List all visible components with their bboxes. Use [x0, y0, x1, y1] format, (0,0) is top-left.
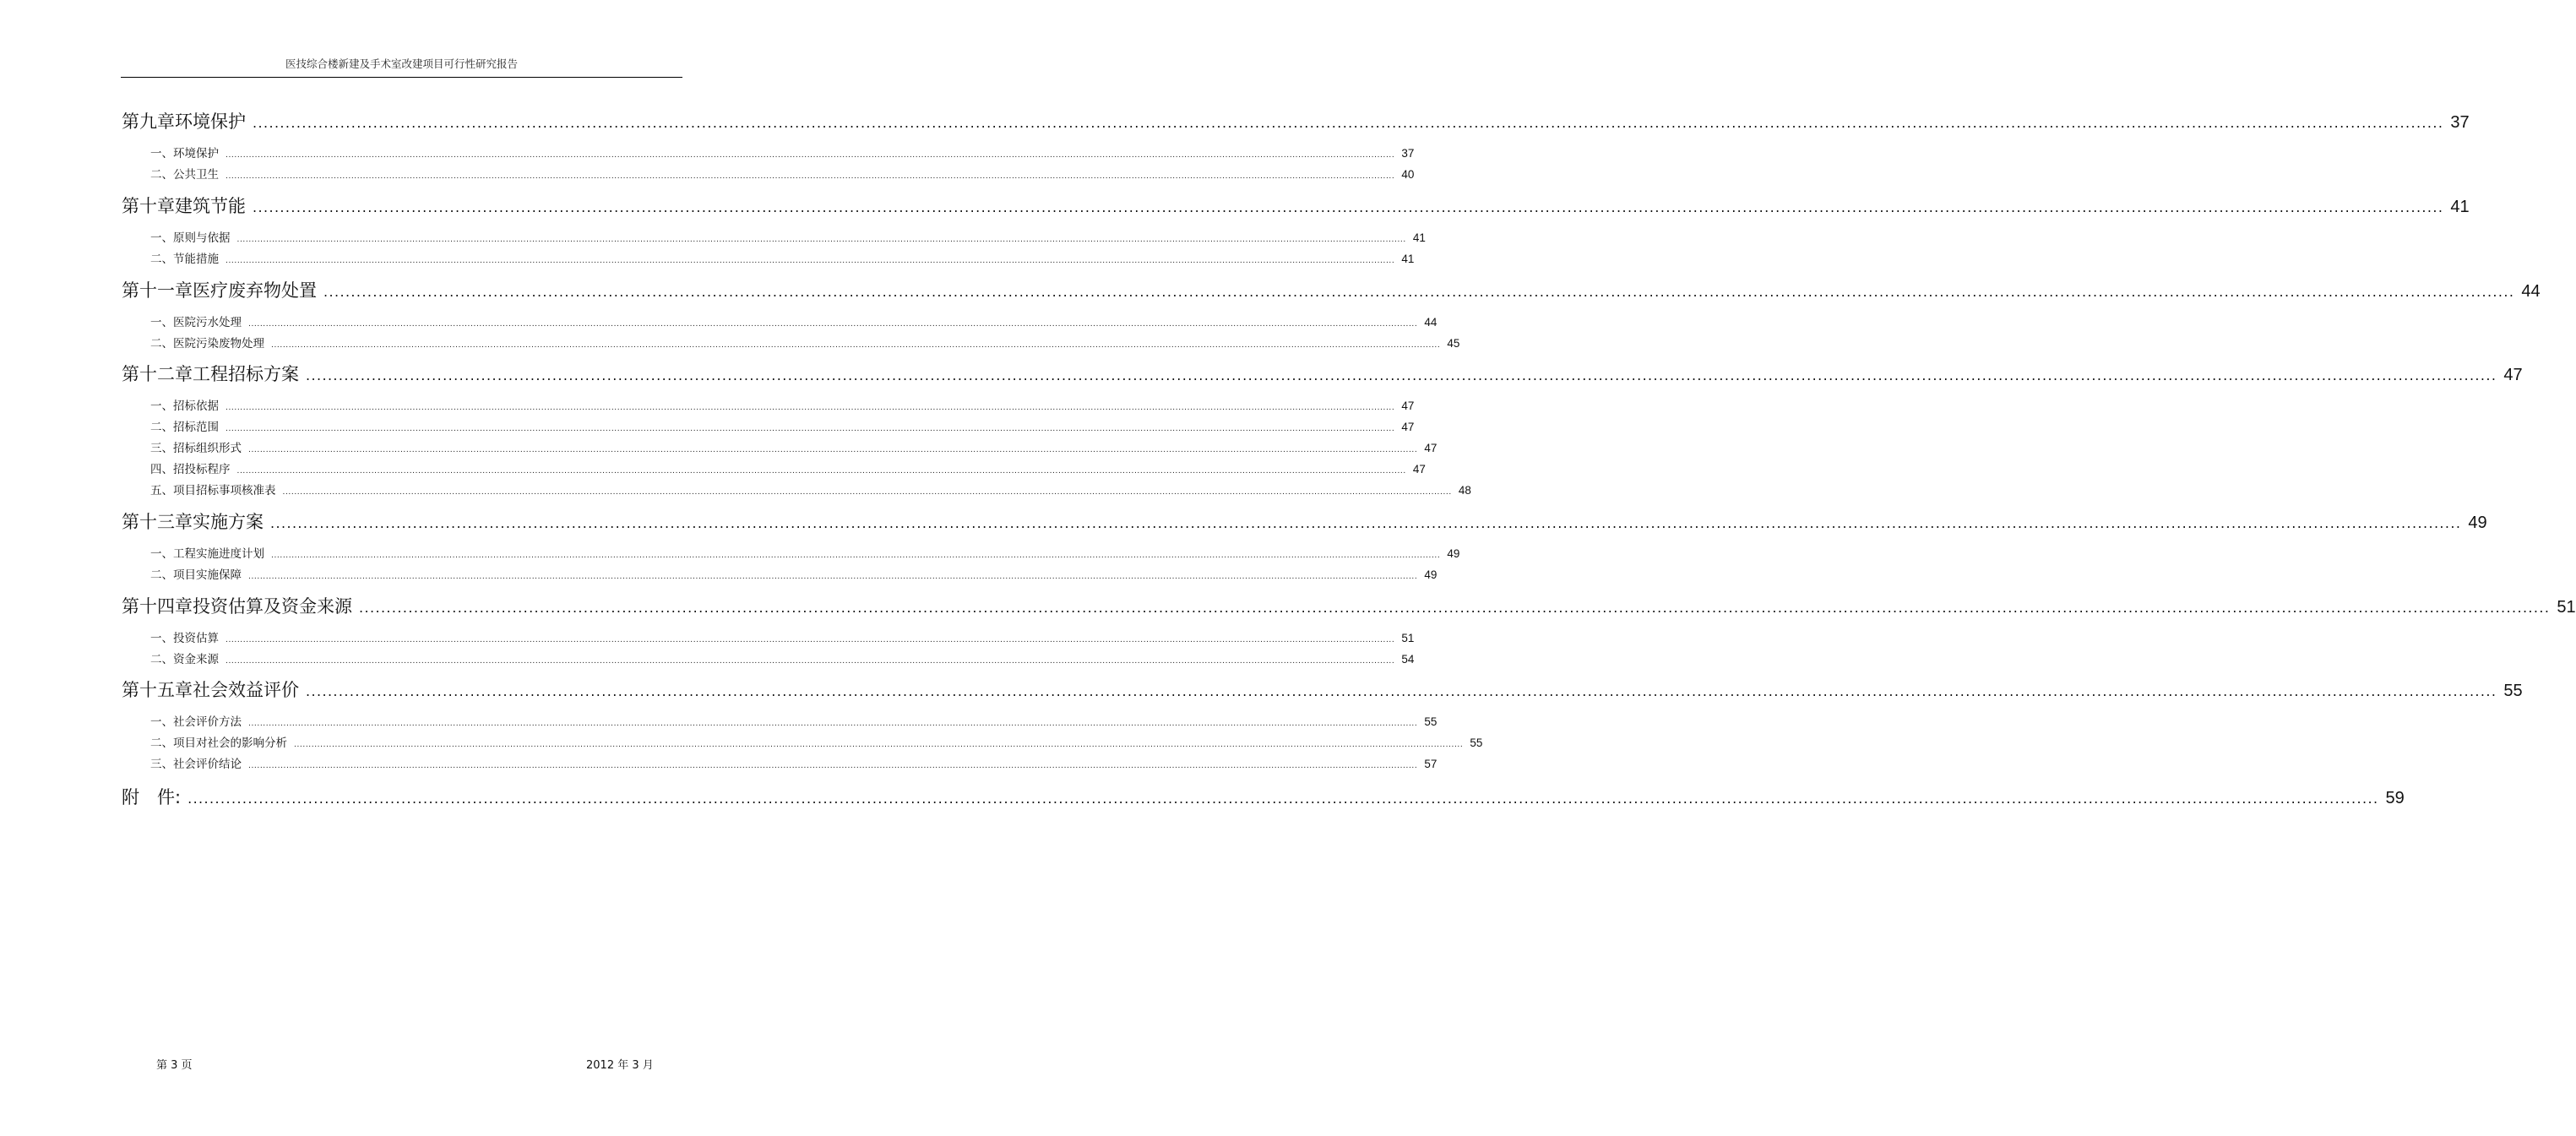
- toc-chapter-entry[interactable]: [122, 108, 2470, 133]
- chapter-title: 环境保护: [175, 111, 246, 132]
- dot-leader: ................................................................................................................................................................................................................................................................................................................................................................................................................: [253, 115, 2444, 131]
- chapter-page-number: 37: [2450, 113, 2470, 132]
- section-page-number: 51: [1401, 632, 1415, 644]
- dot-leader: ................................................................................................................................................................................................................................................................................................................................................................................................................: [226, 657, 1395, 666]
- toc-chapter-entry[interactable]: [122, 361, 2523, 386]
- appendix-page-number: 59: [2385, 789, 2405, 807]
- chapter-number: 第十五章: [122, 680, 193, 700]
- chapter-title: 社会效益评价: [193, 680, 299, 700]
- section-page-number: 49: [1424, 568, 1437, 581]
- toc-section-entry[interactable]: [150, 228, 1426, 245]
- section-page-number: 41: [1412, 231, 1426, 244]
- chapter-title: 建筑节能: [175, 196, 246, 216]
- dot-leader: ................................................................................................................................................................................................................................................................................................................................................................................................................: [226, 425, 1395, 433]
- toc-chapter-entry[interactable]: [122, 277, 2541, 302]
- section-title: 二、医院污染废物处理: [150, 337, 264, 351]
- dot-leader: ................................................................................................................................................................................................................................................................................................................................................................................................................: [226, 257, 1395, 265]
- toc-section-entry[interactable]: [150, 565, 1437, 582]
- header-rule: [121, 77, 682, 78]
- section-title: 二、资金来源: [150, 653, 219, 666]
- toc-section-entry[interactable]: [150, 249, 1415, 266]
- section-page-number: 54: [1401, 653, 1415, 666]
- section-title: 二、项目实施保障: [150, 568, 242, 582]
- toc-section-entry[interactable]: [150, 396, 1415, 413]
- dot-leader: ................................................................................................................................................................................................................................................................................................................................................................................................................: [271, 341, 1441, 350]
- dot-leader: ................................................................................................................................................................................................................................................................................................................................................................................................................: [306, 367, 2497, 383]
- dot-leader: ................................................................................................................................................................................................................................................................................................................................................................................................................: [359, 600, 2551, 616]
- toc-section-entry[interactable]: [150, 334, 1460, 351]
- section-page-number: 55: [1470, 736, 1483, 749]
- dot-leader: ................................................................................................................................................................................................................................................................................................................................................................................................................: [187, 791, 2379, 807]
- chapter-number: 第十四章: [122, 596, 193, 617]
- dot-leader: ................................................................................................................................................................................................................................................................................................................................................................................................................: [248, 573, 1418, 581]
- toc-section-entry[interactable]: [150, 165, 1415, 182]
- section-page-number: 47: [1401, 421, 1415, 433]
- dot-leader: ................................................................................................................................................................................................................................................................................................................................................................................................................: [306, 683, 2497, 699]
- toc-chapter-entry[interactable]: [122, 593, 2576, 618]
- section-title: 一、社会评价方法: [150, 715, 242, 729]
- chapter-title: 实施方案: [193, 512, 264, 532]
- dot-leader: ................................................................................................................................................................................................................................................................................................................................................................................................................: [253, 199, 2444, 215]
- footer-date: 2012 年 3 月: [586, 1059, 654, 1072]
- chapter-number: 第十二章: [122, 364, 193, 384]
- section-title: 一、招标依据: [150, 400, 219, 413]
- footer-page-number: 第 3 页: [156, 1059, 193, 1072]
- section-page-number: 44: [1424, 316, 1437, 329]
- dot-leader: ................................................................................................................................................................................................................................................................................................................................................................................................................: [248, 446, 1418, 454]
- chapter-title: 医疗废弃物处置: [193, 280, 317, 301]
- chapter-page-number: 51: [2557, 598, 2576, 617]
- section-title: 一、医院污水处理: [150, 316, 242, 329]
- chapter-number: 第十三章: [122, 512, 193, 532]
- toc-section-entry[interactable]: [150, 481, 1471, 497]
- section-page-number: 55: [1424, 715, 1437, 728]
- section-page-number: 57: [1424, 758, 1437, 770]
- section-title: 三、招标组织形式: [150, 442, 242, 455]
- section-title: 四、招投标程序: [150, 463, 231, 476]
- toc-appendix-entry[interactable]: [122, 784, 2405, 809]
- toc-section-entry[interactable]: [150, 438, 1437, 455]
- running-header: 医技综合楼新建及手术室改建项目可行性研究报告: [285, 57, 518, 70]
- chapter-number: 第九章: [122, 111, 175, 132]
- section-page-number: 47: [1401, 400, 1415, 412]
- toc-chapter-entry[interactable]: [122, 677, 2523, 702]
- section-title: 五、项目招标事项核准表: [150, 484, 276, 497]
- dot-leader: ................................................................................................................................................................................................................................................................................................................................................................................................................: [248, 320, 1418, 329]
- toc-section-entry[interactable]: [150, 754, 1437, 771]
- dot-leader: ................................................................................................................................................................................................................................................................................................................................................................................................................: [270, 515, 2462, 531]
- dot-leader: ................................................................................................................................................................................................................................................................................................................................................................................................................: [294, 741, 1464, 749]
- section-title: 二、公共卫生: [150, 168, 219, 182]
- section-title: 二、节能措施: [150, 253, 219, 266]
- dot-leader: ................................................................................................................................................................................................................................................................................................................................................................................................................: [226, 172, 1395, 181]
- section-title: 一、投资估算: [150, 632, 219, 645]
- dot-leader: ................................................................................................................................................................................................................................................................................................................................................................................................................: [271, 552, 1441, 560]
- section-title: 一、原则与依据: [150, 231, 231, 245]
- section-title: 二、招标范围: [150, 421, 219, 434]
- toc-section-entry[interactable]: [150, 733, 1483, 750]
- chapter-page-number: 49: [2468, 514, 2487, 532]
- toc-section-entry[interactable]: [150, 628, 1415, 645]
- dot-leader: ................................................................................................................................................................................................................................................................................................................................................................................................................: [282, 488, 1452, 497]
- dot-leader: ................................................................................................................................................................................................................................................................................................................................................................................................................: [248, 762, 1418, 770]
- toc-section-entry[interactable]: [150, 313, 1437, 329]
- section-page-number: 47: [1424, 442, 1437, 454]
- dot-leader: ................................................................................................................................................................................................................................................................................................................................................................................................................: [248, 720, 1418, 728]
- chapter-page-number: 44: [2521, 282, 2541, 301]
- dot-leader: ................................................................................................................................................................................................................................................................................................................................................................................................................: [236, 236, 1406, 244]
- toc-section-entry[interactable]: [150, 144, 1415, 160]
- chapter-number: 第十一章: [122, 280, 193, 301]
- toc-section-entry[interactable]: [150, 459, 1426, 476]
- toc-section-entry[interactable]: [150, 650, 1415, 666]
- section-title: 二、项目对社会的影响分析: [150, 736, 287, 750]
- section-title: 一、环境保护: [150, 147, 219, 160]
- toc-section-entry[interactable]: [150, 417, 1415, 434]
- toc-section-entry[interactable]: [150, 544, 1460, 561]
- section-page-number: 37: [1401, 147, 1415, 160]
- section-page-number: 49: [1447, 547, 1460, 560]
- toc-chapter-entry[interactable]: [122, 193, 2470, 218]
- section-page-number: 47: [1412, 463, 1426, 476]
- section-page-number: 45: [1447, 337, 1460, 350]
- section-page-number: 41: [1401, 253, 1415, 265]
- chapter-title: 工程招标方案: [193, 364, 299, 384]
- chapter-number: 第十章: [122, 196, 175, 216]
- section-page-number: 40: [1401, 168, 1415, 181]
- dot-leader: ................................................................................................................................................................................................................................................................................................................................................................................................................: [226, 151, 1395, 160]
- dot-leader: ................................................................................................................................................................................................................................................................................................................................................................................................................: [323, 284, 2515, 300]
- chapter-page-number: 55: [2503, 682, 2523, 700]
- toc-section-entry[interactable]: [150, 712, 1437, 729]
- section-page-number: 48: [1458, 484, 1471, 497]
- dot-leader: ................................................................................................................................................................................................................................................................................................................................................................................................................: [226, 636, 1395, 644]
- appendix-label: 附 件:: [122, 787, 182, 807]
- chapter-page-number: 41: [2450, 198, 2470, 216]
- section-title: 一、工程实施进度计划: [150, 547, 264, 561]
- dot-leader: ................................................................................................................................................................................................................................................................................................................................................................................................................: [236, 467, 1406, 476]
- chapter-title: 投资估算及资金来源: [193, 596, 352, 617]
- toc-chapter-entry[interactable]: [122, 508, 2487, 534]
- section-title: 三、社会评价结论: [150, 758, 242, 771]
- dot-leader: ................................................................................................................................................................................................................................................................................................................................................................................................................: [226, 404, 1395, 412]
- chapter-page-number: 47: [2503, 366, 2523, 384]
